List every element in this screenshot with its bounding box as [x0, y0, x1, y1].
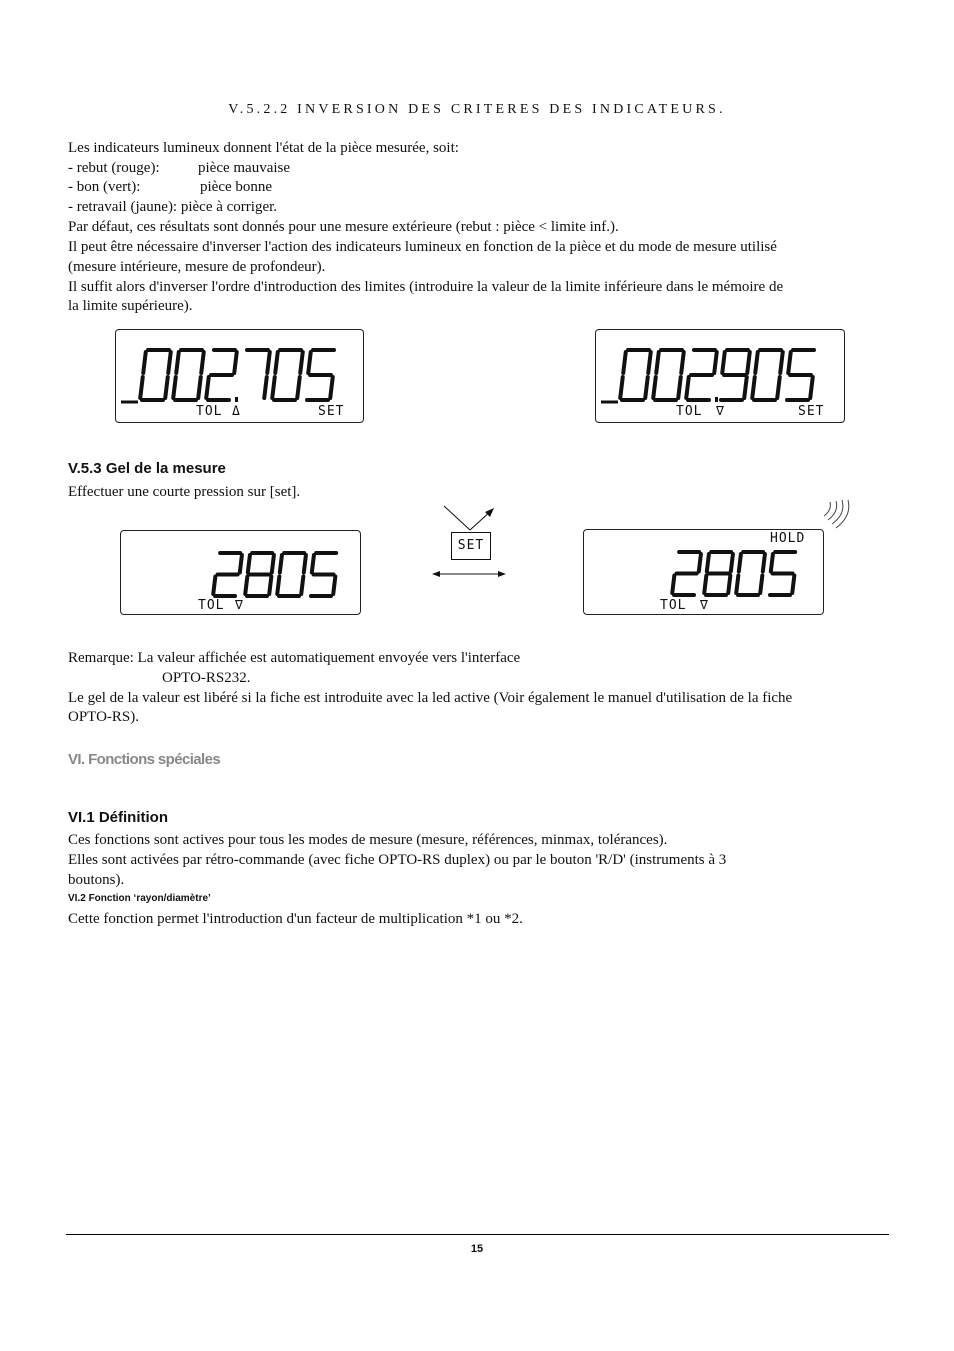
lcd-digit-segment: [739, 554, 741, 572]
lcd-digit-segment: [312, 555, 314, 573]
lcd-digit-segment: [300, 352, 303, 373]
lcd-digit-segment: [140, 377, 143, 398]
lcd-digit-segment: [780, 352, 783, 373]
intro-line: (mesure intérieure, mesure de profondeur).: [68, 259, 326, 275]
lcd-digit-segment: [760, 576, 762, 594]
lcd-digit-segment: [272, 377, 275, 398]
lcd-digit-segment: [792, 576, 794, 594]
lcd-digit-segment: [686, 377, 689, 398]
definition-line: Elles sont activées par rétro-commande (avec fiche OPTO-RS duplex) ou par le bouton 'R/D' (instruments à 3: [68, 852, 727, 868]
lcd-digit-segment: [744, 377, 747, 398]
lcd-digit-segment: [168, 352, 171, 373]
lcd-digit-segment: [755, 352, 758, 373]
lcd-digit-segment: [810, 377, 813, 398]
lcd-digit-segment: [275, 352, 278, 373]
lcd-digit-segment: [301, 577, 303, 595]
tol-label: TOL: [676, 404, 703, 419]
tol-up-arrow-icon: Δ: [232, 404, 241, 419]
remark-line: OPTO-RS232.: [162, 670, 251, 686]
bon-value: pièce bonne: [200, 179, 273, 195]
set-key[interactable]: SET: [451, 532, 491, 560]
lcd-digit-segment: [297, 377, 300, 398]
lcd-digit-segment: [777, 377, 780, 398]
lcd-digit-segment: [176, 352, 179, 373]
lcd-digit-segment: [264, 377, 267, 398]
set-label: SET: [318, 404, 345, 419]
lcd-display-4: [583, 529, 824, 615]
lcd-digit-segment: [248, 555, 250, 573]
lcd-digit-segment: [722, 352, 725, 373]
lcd-digit-segment: [788, 352, 791, 373]
gel-instruction: Effectuer une courte pression sur [set].: [68, 484, 301, 500]
lcd-digit-segment: [206, 377, 209, 398]
intro-line: - retravail (jaune): pièce à corriger.: [68, 199, 278, 215]
rebut-value: pièce mauvaise: [198, 160, 291, 176]
lcd-digit-segment: [771, 554, 773, 572]
lcd-digit-segment: [173, 377, 176, 398]
tol-label: TOL: [198, 598, 225, 613]
lcd-digit-segment: [699, 554, 701, 572]
remark-line: OPTO-RS).: [68, 709, 139, 725]
lcd-digit-segment: [201, 352, 204, 373]
lcd-digit-segment: [234, 352, 237, 373]
intro-line: Les indicateurs lumineux donnent l'état de la pièce mesurée, soit:: [68, 140, 459, 156]
section-title: V.5.2.2 INVERSION DES CRITERES DES INDICATEURS.: [228, 102, 726, 117]
tol-label: TOL: [660, 598, 687, 613]
lcd-digit-segment: [763, 554, 765, 572]
subsection-text: Cette fonction permet l'introduction d'un facteur de multiplication *1 ou *2.: [68, 911, 523, 927]
lcd-digit-segment: [678, 377, 681, 398]
lcd-digit-segment: [653, 377, 656, 398]
lcd-digit-segment: [277, 577, 279, 595]
remark-line: Remarque: La valeur affichée est automatiquement envoyée vers l'interface: [68, 650, 521, 666]
intro-line: la limite supérieure).: [68, 298, 193, 314]
lcd-digit-segment: [245, 577, 247, 595]
definition-line: Ces fonctions sont actives pour tous les modes de mesure (mesure, références, minmax, tolérances).: [68, 832, 668, 848]
lcd-digit-segment: [143, 352, 146, 373]
set-label: SET: [798, 404, 825, 419]
subsection-heading: VI.2 Fonction ‘rayon/diamètre’: [68, 893, 211, 904]
lcd-digit-segment: [620, 377, 623, 398]
intro-line: Par défaut, ces résultats sont donnés pour une mesure extérieure (rebut : pièce < limite inf.).: [68, 219, 619, 235]
definition-line: boutons).: [68, 872, 125, 888]
tol-down-arrow-icon: ∇: [235, 598, 244, 613]
intro-line: Il peut être nécessaire d'inverser l'action des indicateurs lumineux en fonction de la pièce et du mode de mesure utilisé: [68, 239, 777, 255]
decimal-separator: [235, 397, 238, 402]
lcd-digit-segment: [714, 352, 717, 373]
lcd-digit-segment: [269, 577, 271, 595]
footer-rule: [66, 1234, 889, 1235]
definition-heading: VI.1 Définition: [68, 809, 169, 826]
lcd-display-2: [595, 329, 845, 423]
hold-label: HOLD: [770, 531, 806, 546]
transmit-waves-icon: [818, 498, 854, 532]
intro-line: - bon (vert):: [68, 179, 141, 195]
lcd-display-1: [115, 329, 364, 423]
remark-line: Le gel de la valeur est libéré si la fiche est introduite avec la led active (Voir également le manuel d'utilisation de la fiche: [68, 690, 793, 706]
lcd-digit-segment: [648, 352, 651, 373]
lcd-digit-segment: [752, 377, 755, 398]
intro-line: - rebut (rouge):: [68, 160, 160, 176]
lcd-digit-segment: [330, 377, 333, 398]
tol-down-arrow-icon: ∇: [716, 404, 725, 419]
lcd-digit-segment: [704, 576, 706, 594]
lcd-digit-segment: [333, 577, 335, 595]
lcd-digit-segment: [728, 576, 730, 594]
lcd-digit-segment: [165, 377, 168, 398]
lcd-digit-segment: [736, 576, 738, 594]
lcd-display-3: [120, 530, 361, 615]
lcd-digit-segment: [681, 352, 684, 373]
lcd-digit-segment: [308, 352, 311, 373]
lcd-digit-segment: [267, 352, 270, 373]
lcd-digit-segment: [304, 555, 306, 573]
lcd-digit-segment: [672, 576, 674, 594]
intro-line: Il suffit alors d'inverser l'ordre d'introduction des limites (introduire la valeur de la limite inférieure dans le mémoire de: [68, 279, 784, 295]
page-number: 15: [470, 1243, 484, 1255]
lcd-digit-segment: [280, 555, 282, 573]
lcd-digit-segment: [213, 577, 215, 595]
lcd-digit-segment: [272, 555, 274, 573]
lcd-digit-segment: [731, 554, 733, 572]
tol-label: TOL: [196, 404, 223, 419]
lcd-digit-segment: [645, 377, 648, 398]
lcd-digit-segment: [240, 555, 242, 573]
lcd-digit-segment: [747, 352, 750, 373]
lcd-digit-segment: [656, 352, 659, 373]
lcd-digit-segment: [623, 352, 626, 373]
decimal-separator: [715, 397, 718, 402]
section6-title: VI. Fonctions spéciales: [68, 751, 221, 768]
lcd-digit-segment: [198, 377, 201, 398]
tol-down-arrow-icon: ∇: [700, 598, 709, 613]
lcd-digit-segment: [707, 554, 709, 572]
gel-heading: V.5.3 Gel de la mesure: [68, 460, 226, 477]
